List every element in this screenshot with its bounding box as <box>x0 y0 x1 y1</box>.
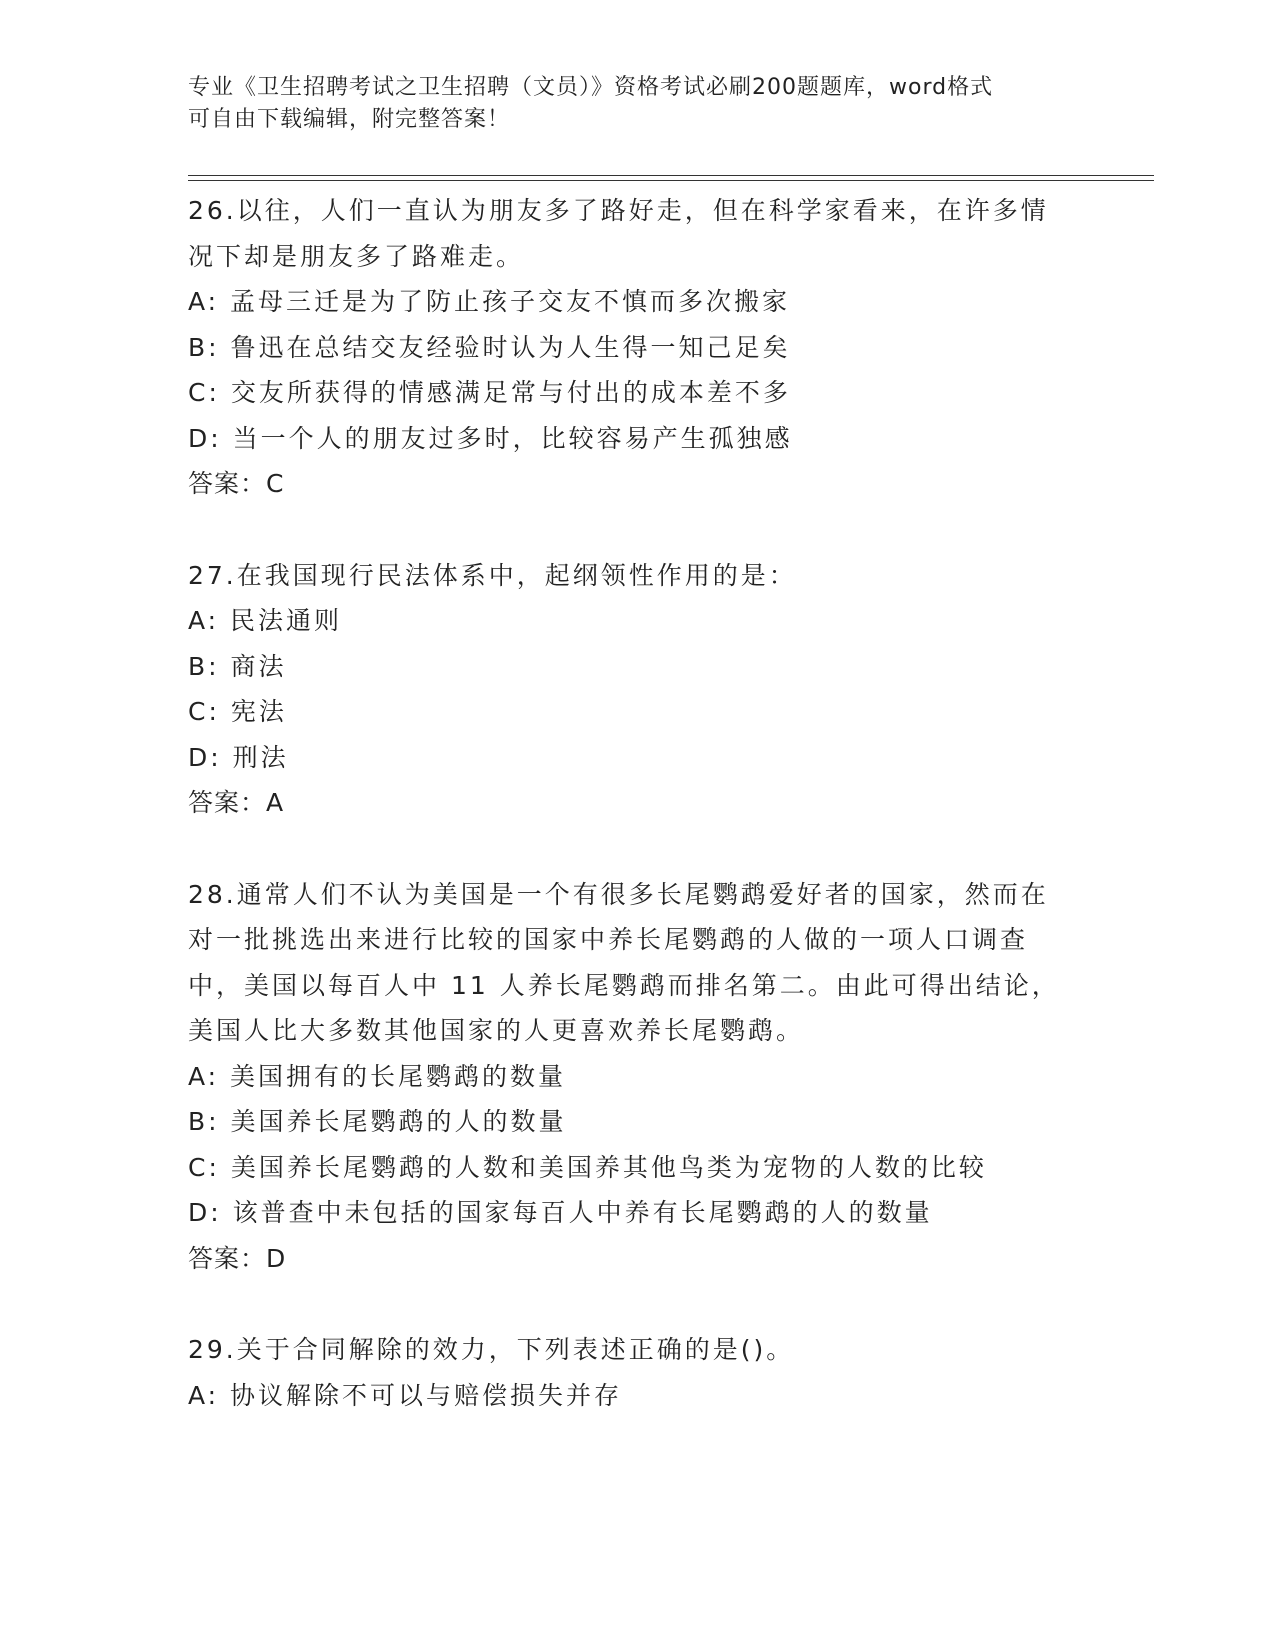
option-a: A: 协议解除不可以与赔偿损失并存 <box>188 1380 623 1410</box>
answer-label: 答案：A <box>188 788 285 817</box>
question-list <box>188 188 1088 1462</box>
option-b: B: 鲁迅在总结交友经验时认为人生得一知己足矣 <box>188 332 791 362</box>
document-header <box>188 72 1088 136</box>
header-divider-bottom <box>188 180 1154 181</box>
question-stem-line: 26.以往，人们一直认为朋友多了路好走，但在科学家看来，在许多情 <box>188 196 1049 225</box>
question-stem-line: 对一批挑选出来进行比较的国家中养长尾鹦鹉的人做的一项人口调查 <box>188 925 1029 954</box>
option-a: A: 民法通则 <box>188 606 343 635</box>
option-c: C: 美国养长尾鹦鹉的人数和美国养其他鸟类为宠物的人数的比较 <box>188 1152 987 1182</box>
option-c: C: 宪法 <box>188 697 287 726</box>
answer-label: 答案：D <box>188 1243 287 1273</box>
option-a: A: 孟母三迁是为了防止孩子交友不慎而多次搬家 <box>188 287 791 316</box>
header-line-1: 专业《卫生招聘考试之卫生招聘（文员）》资格考试必刷200题题库，word格式 <box>188 75 994 100</box>
option-a: A: 美国拥有的长尾鹦鹉的数量 <box>188 1061 567 1091</box>
question-stem-line: 美国人比大多数其他国家的人更喜欢养长尾鹦鹉。 <box>188 1016 805 1045</box>
question-28 <box>188 872 1088 1282</box>
option-b: B: 美国养长尾鹦鹉的人的数量 <box>188 1107 567 1136</box>
question-stem-line: 28.通常人们不认为美国是一个有很多长尾鹦鹉爱好者的国家，然而在 <box>188 879 1049 909</box>
header-line-2: 可自由下载编辑，附完整答案！ <box>188 107 511 132</box>
header-divider-top <box>188 175 1154 176</box>
option-b: B: 商法 <box>188 651 287 681</box>
question-stem-line: 27.在我国现行民法体系中，起纲领性作用的是： <box>188 560 797 590</box>
question-29 <box>188 1327 1088 1418</box>
option-d: D: 该普查中未包括的国家每百人中养有长尾鹦鹉的人的数量 <box>188 1198 933 1227</box>
question-stem-line: 29.关于合同解除的效力，下列表述正确的是()。 <box>188 1335 795 1364</box>
option-d: D: 当一个人的朋友过多时，比较容易产生孤独感 <box>188 423 793 453</box>
answer-label: 答案：C <box>188 469 285 498</box>
option-c: C: 交友所获得的情感满足常与付出的成本差不多 <box>188 378 791 407</box>
question-26 <box>188 188 1088 507</box>
question-stem-line: 况下却是朋友多了路难走。 <box>188 241 525 271</box>
question-stem-line: 中，美国以每百人中 11 人养长尾鹦鹉而排名第二。由此可得出结论， <box>188 970 1060 1000</box>
option-d: D: 刑法 <box>188 742 289 772</box>
question-27 <box>188 553 1088 826</box>
